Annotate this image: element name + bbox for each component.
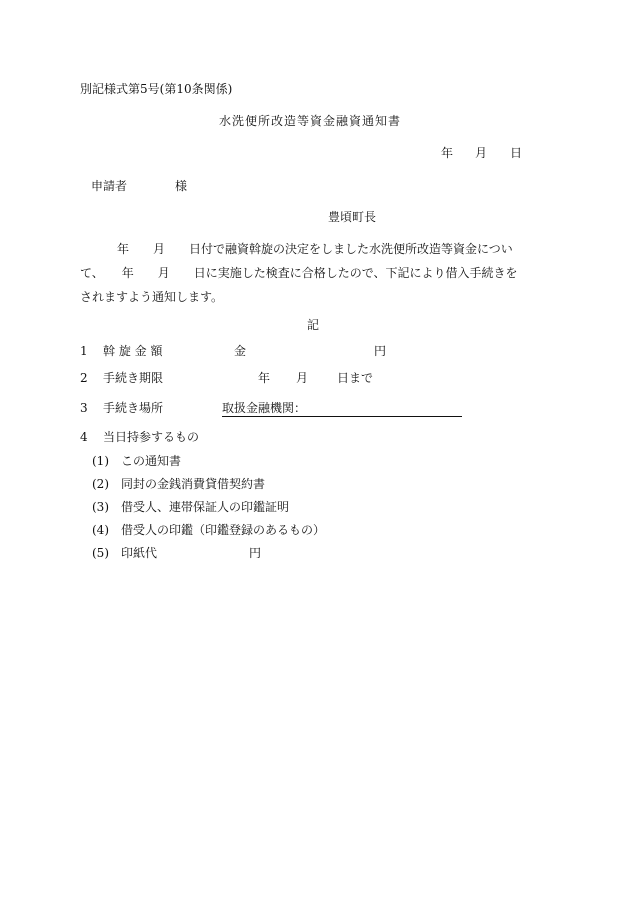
item-2-year: 年	[258, 371, 271, 385]
date-year: 年	[441, 146, 454, 160]
ki-label: 記	[307, 318, 320, 332]
applicant-label: 申請者	[91, 179, 128, 193]
date-month: 月	[475, 146, 488, 160]
form-label: 別記様式第5号(第10条関係)	[80, 82, 233, 96]
subitem-2-text: 同封の金銭消費貸借契約書	[121, 477, 266, 491]
item-3-value	[222, 401, 462, 417]
item-1-label: 斡 旋 金 額	[103, 344, 163, 358]
item-1-value-suffix: 円	[374, 344, 387, 358]
item-4-number: 4	[80, 430, 88, 444]
subitem-4-text: 借受人の印鑑（印鑑登録のあるもの）	[121, 523, 326, 537]
item-2-number: 2	[80, 371, 88, 385]
subitem-1-number: (1)	[92, 454, 109, 468]
item-2-day-suffix: 日まで	[337, 371, 374, 385]
subitem-5-suffix: 円	[249, 546, 262, 560]
item-2-month: 月	[296, 371, 309, 385]
item-1-value-prefix: 金	[234, 344, 247, 358]
date-day: 日	[510, 146, 523, 160]
issuer-name: 豊頃町長	[328, 210, 377, 224]
item-3-number: 3	[80, 401, 88, 415]
body-line-3: されますよう通知します。	[80, 290, 224, 304]
subitem-1-text: この通知書	[121, 454, 182, 468]
subitem-2-number: (2)	[92, 477, 109, 491]
item-1-number: 1	[80, 344, 88, 358]
subitem-3-number: (3)	[92, 500, 109, 514]
item-3-label: 手続き場所	[103, 401, 164, 415]
subitem-5-number: (5)	[92, 546, 109, 560]
subitem-3-text: 借受人、連帯保証人の印鑑証明	[121, 500, 290, 514]
item-2-label: 手続き期限	[103, 371, 164, 385]
body-line-1: 年 月 日付で融資斡旋の決定をしました水洗便所改造等資金につい	[117, 242, 513, 256]
subitem-4-number: (4)	[92, 523, 109, 537]
applicant-honorific: 様	[175, 179, 188, 193]
item-3-value-text: 取扱金融機関：	[222, 401, 462, 417]
subitem-5-text: 印紙代	[121, 546, 158, 560]
body-line-2: て、 年 月 日に実施した検査に合格したので、下記により借入手続きを	[80, 266, 518, 280]
item-4-label: 当日持参するもの	[103, 430, 200, 444]
document-title: 水洗便所改造等資金融資通知書	[219, 114, 402, 128]
